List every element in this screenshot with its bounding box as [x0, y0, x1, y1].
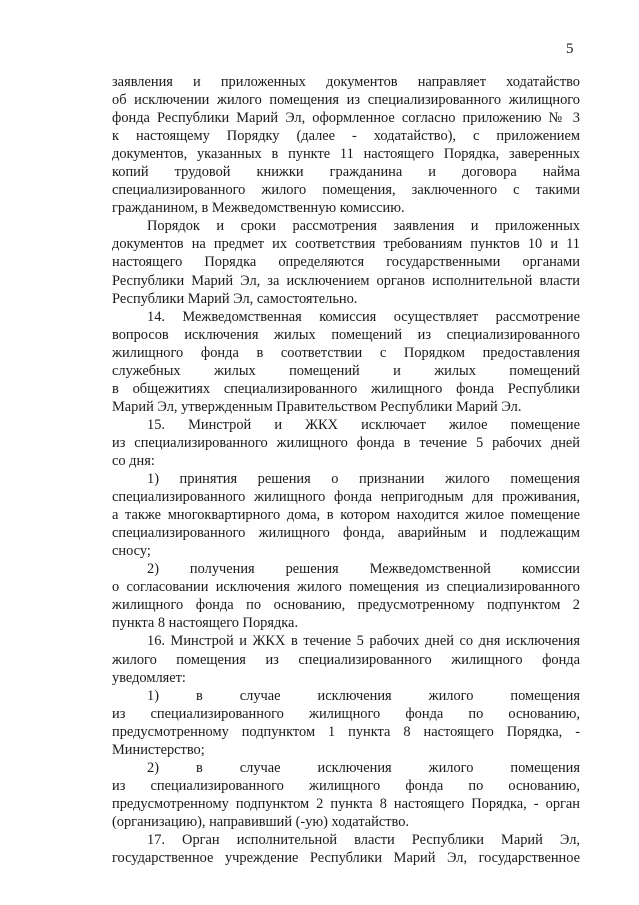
text-line: 15. Минстрой и ЖКХ исключает жилое помещение	[147, 416, 580, 433]
text-line: специализированного жилищного фонда, аварийным и подлежащим	[112, 525, 580, 542]
text-line: Министерство;	[112, 741, 205, 758]
text-line: вопросов исключения жилых помещений из специализированного	[112, 326, 580, 343]
document-body	[112, 73, 580, 867]
text-line: государственное учреждение Республики Марий Эл, государственное	[112, 850, 580, 867]
text-line: настоящего Порядка определяются государственными органами	[112, 254, 580, 271]
text-line: специализированного жилого помещения, заключенного с такими	[112, 182, 580, 199]
text-line: Республики Марий Эл, за исключением органов исполнительной власти	[112, 272, 580, 289]
text-line: Республики Марий Эл, самостоятельно.	[112, 290, 358, 307]
text-line: документов, указанных в пункте 11 настоящего Порядка, заверенных	[112, 146, 580, 163]
text-line: предусмотренному подпунктом 2 пункта 8 настоящего Порядка, - орган	[112, 795, 580, 812]
text-line: жилищного фонда по основанию, предусмотренному подпунктом 2	[112, 597, 580, 614]
text-line: в общежитиях специализированного жилищного фонда Республики	[112, 380, 580, 397]
text-line: а также многоквартирного дома, в котором находится жилое помещение	[112, 507, 580, 524]
text-line: о согласовании исключения жилого помещения из специализированного	[112, 579, 580, 596]
text-line: (организацию), направивший (-ую) ходатайство.	[112, 813, 410, 830]
text-line: из специализированного жилищного фонда по основанию,	[112, 777, 580, 794]
text-line: предусмотренному подпунктом 1 пункта 8 настоящего Порядка, -	[112, 723, 580, 740]
text-line: сносу;	[112, 543, 151, 560]
text-line: пункта 8 настоящего Порядка.	[112, 615, 299, 632]
text-line: 16. Минстрой и ЖКХ в течение 5 рабочих дней со дня исключения	[147, 633, 580, 650]
text-line: к настоящему Порядку (далее - ходатайство), с приложением	[112, 128, 580, 145]
text-line: из специализированного жилищного фонда в течение 5 рабочих дней	[112, 434, 580, 451]
text-line: специализированного жилищного фонда непригодным для проживания,	[112, 489, 580, 506]
text-line: жилого помещения из специализированного жилищного фонда	[112, 651, 580, 668]
text-line: 2) получения решения Межведомственной комиссии	[147, 561, 580, 578]
text-line: фонда Республики Марий Эл, оформленное согласно приложению № 3	[112, 110, 580, 127]
text-line: заявления и приложенных документов направляет ходатайство	[112, 74, 580, 90]
text-line: 14. Межведомственная комиссия осуществляет рассмотрение	[147, 308, 580, 325]
text-line: 1) в случае исключения жилого помещения	[147, 687, 580, 704]
text-line: уведомляет:	[112, 669, 186, 686]
text-line: Порядок и сроки рассмотрения заявления и приложенных	[147, 218, 580, 235]
text-line: гражданином, в Межведомственную комиссию.	[112, 200, 405, 217]
text-line: документов на предмет их соответствия требованиям пунктов 10 и 11	[112, 236, 580, 253]
page-number: 5	[566, 41, 574, 57]
text-line: 17. Орган исполнительной власти Республики Марий Эл,	[147, 831, 580, 848]
text-line: из специализированного жилищного фонда по основанию,	[112, 705, 580, 722]
text-line: служебных жилых помещений и жилых помещений	[112, 362, 580, 379]
text-line: об исключении жилого помещения из специализированного жилищного	[112, 92, 580, 109]
text-line: 1) принятия решения о признании жилого помещения	[147, 471, 580, 488]
text-line: копий трудовой книжки гражданина и договора найма	[112, 164, 580, 181]
text-line: жилищного фонда в соответствии с Порядком предоставления	[112, 344, 580, 361]
text-line: Марий Эл, утвержденным Правительством Республики Марий Эл.	[112, 398, 522, 415]
text-line: со дня:	[112, 452, 155, 469]
text-line: 2) в случае исключения жилого помещения	[147, 759, 580, 776]
